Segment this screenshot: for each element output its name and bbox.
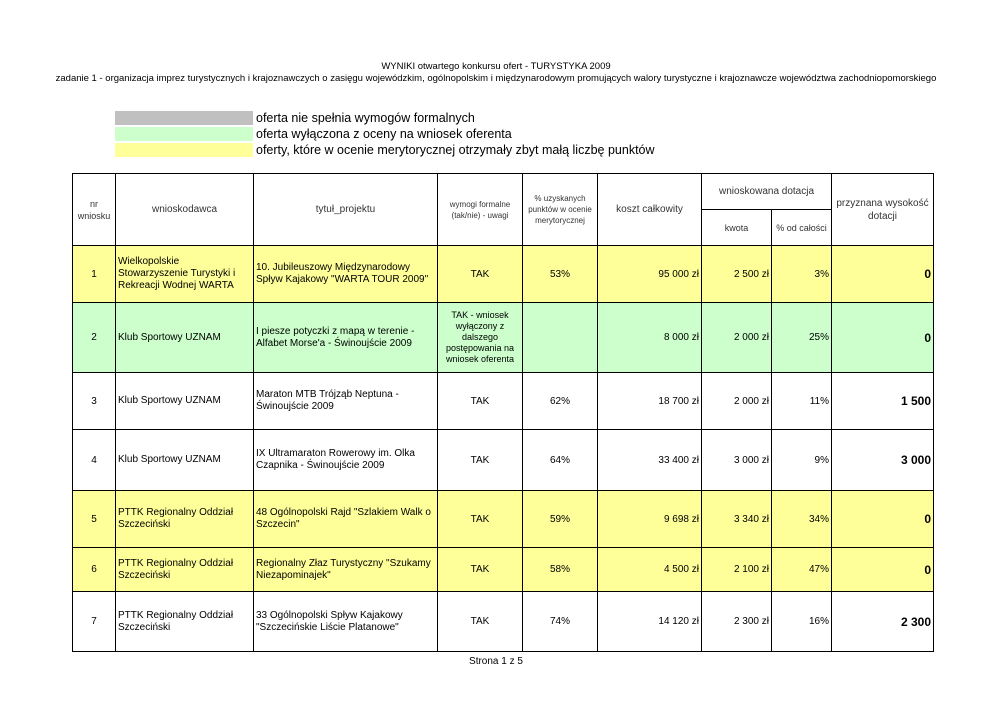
cell-nr: 6 <box>73 548 116 592</box>
header-title: tytuł_projektu <box>254 174 438 246</box>
cell-percent: 58% <box>523 548 598 592</box>
header-applicant: wnioskodawca <box>116 174 254 246</box>
results-table <box>72 173 934 652</box>
legend-swatch-green <box>115 127 253 141</box>
cell-applicant: PTTK Regionalny Oddział Szczeciński <box>116 548 254 592</box>
header-formal: wymogi formalne (tak/nie) - uwagi <box>438 174 523 246</box>
cell-title: 48 Ogólnopolski Rajd "Szlakiem Walk o Szczecin" <box>254 491 438 548</box>
cell-cost: 14 120 zł <box>598 592 702 652</box>
legend-text: oferta nie spełnia wymogów formalnych <box>256 111 475 125</box>
legend-text: oferta wyłączona z oceny na wniosek oferenta <box>256 127 512 141</box>
cell-formal: TAK <box>438 592 523 652</box>
legend-item <box>115 110 655 126</box>
legend-text: oferty, które w ocenie merytorycznej otrzymały zbyt małą liczbę punktów <box>256 143 655 157</box>
cell-share: 25% <box>772 303 832 373</box>
cell-percent: 59% <box>523 491 598 548</box>
header-requested: wnioskowana dotacja <box>702 174 832 210</box>
header-granted: przyznana wysokość dotacji <box>832 174 934 246</box>
legend-item <box>115 142 655 158</box>
table-row <box>73 491 934 548</box>
cell-granted: 3 000 <box>832 430 934 491</box>
cell-formal: TAK <box>438 548 523 592</box>
header-nr: nr wniosku <box>73 174 116 246</box>
cell-share: 9% <box>772 430 832 491</box>
cell-cost: 18 700 zł <box>598 373 702 430</box>
cell-title: IX Ultramaraton Rowerowy im. Olka Czapnika - Świnoujście 2009 <box>254 430 438 491</box>
cell-title: I piesze potyczki z mapą w terenie - Alfabet Morse'a - Świnoujście 2009 <box>254 303 438 373</box>
cell-applicant: PTTK Regionalny Oddział Szczeciński <box>116 491 254 548</box>
legend <box>115 110 655 158</box>
cell-applicant: PTTK Regionalny Oddział Szczeciński <box>116 592 254 652</box>
legend-swatch-gray <box>115 111 253 125</box>
cell-nr: 1 <box>73 246 116 303</box>
header-percent-total: % od całości <box>772 210 832 246</box>
cell-granted: 2 300 <box>832 592 934 652</box>
cell-amount: 2 500 zł <box>702 246 772 303</box>
cell-cost: 9 698 zł <box>598 491 702 548</box>
header-amount: kwota <box>702 210 772 246</box>
cell-share: 3% <box>772 246 832 303</box>
header-total-cost: koszt całkowity <box>598 174 702 246</box>
table-row <box>73 592 934 652</box>
table-row <box>73 303 934 373</box>
cell-amount: 2 100 zł <box>702 548 772 592</box>
cell-granted: 0 <box>832 303 934 373</box>
cell-cost: 95 000 zł <box>598 246 702 303</box>
table-row <box>73 430 934 491</box>
legend-item <box>115 126 655 142</box>
cell-applicant: Klub Sportowy UZNAM <box>116 373 254 430</box>
cell-nr: 2 <box>73 303 116 373</box>
cell-nr: 5 <box>73 491 116 548</box>
document-title: WYNIKI otwartego konkursu ofert - TURYSTYKA 2009 <box>381 61 611 72</box>
cell-percent: 64% <box>523 430 598 491</box>
cell-share: 11% <box>772 373 832 430</box>
cell-cost: 8 000 zł <box>598 303 702 373</box>
legend-swatch-yellow <box>115 143 253 157</box>
table-row <box>73 373 934 430</box>
cell-amount: 2 300 zł <box>702 592 772 652</box>
document-subtitle: zadanie 1 - organizacja imprez turystycznych i krajoznawczych o zasięgu wojewódzkim, ogólnopolskim i międzynarodowym promujących walory turystyczne i krajoznawcze województwa zachodniopomorskiego <box>55 73 937 84</box>
cell-share: 34% <box>772 491 832 548</box>
cell-amount: 2 000 zł <box>702 373 772 430</box>
table-row <box>73 548 934 592</box>
cell-share: 47% <box>772 548 832 592</box>
cell-applicant: Klub Sportowy UZNAM <box>116 430 254 491</box>
cell-percent: 62% <box>523 373 598 430</box>
cell-applicant: Klub Sportowy UZNAM <box>116 303 254 373</box>
cell-formal: TAK <box>438 373 523 430</box>
cell-percent: 53% <box>523 246 598 303</box>
cell-share: 16% <box>772 592 832 652</box>
cell-cost: 4 500 zł <box>598 548 702 592</box>
cell-nr: 3 <box>73 373 116 430</box>
cell-title: 10. Jubileuszowy Międzynarodowy Spływ Kajakowy "WARTA TOUR 2009" <box>254 246 438 303</box>
document-header <box>0 61 992 85</box>
cell-nr: 7 <box>73 592 116 652</box>
cell-applicant: Wielkopolskie Stowarzyszenie Turystyki i Rekreacji Wodnej WARTA <box>116 246 254 303</box>
cell-granted: 0 <box>832 548 934 592</box>
cell-amount: 3 000 zł <box>702 430 772 491</box>
cell-granted: 1 500 <box>832 373 934 430</box>
page-footer: Strona 1 z 5 <box>469 656 523 667</box>
cell-granted: 0 <box>832 491 934 548</box>
cell-formal: TAK <box>438 430 523 491</box>
header-percent-points: % uzyskanych punktów w ocenie merytorycznej <box>523 174 598 246</box>
cell-formal: TAK <box>438 246 523 303</box>
cell-amount: 3 340 zł <box>702 491 772 548</box>
cell-title: Maraton MTB Trójząb Neptuna - Świnoujście 2009 <box>254 373 438 430</box>
cell-amount: 2 000 zł <box>702 303 772 373</box>
cell-percent <box>523 303 598 373</box>
cell-percent: 74% <box>523 592 598 652</box>
cell-nr: 4 <box>73 430 116 491</box>
cell-title: Regionalny Złaz Turystyczny "Szukamy Niezapominajek" <box>254 548 438 592</box>
cell-cost: 33 400 zł <box>598 430 702 491</box>
cell-formal: TAK <box>438 491 523 548</box>
cell-title: 33 Ogólnopolski Spływ Kajakowy "Szczecińskie Liście Platanowe" <box>254 592 438 652</box>
cell-formal: TAK - wniosek wyłączony z dalszego postępowania na wniosek oferenta <box>438 303 523 373</box>
table-row <box>73 246 934 303</box>
cell-granted: 0 <box>832 246 934 303</box>
